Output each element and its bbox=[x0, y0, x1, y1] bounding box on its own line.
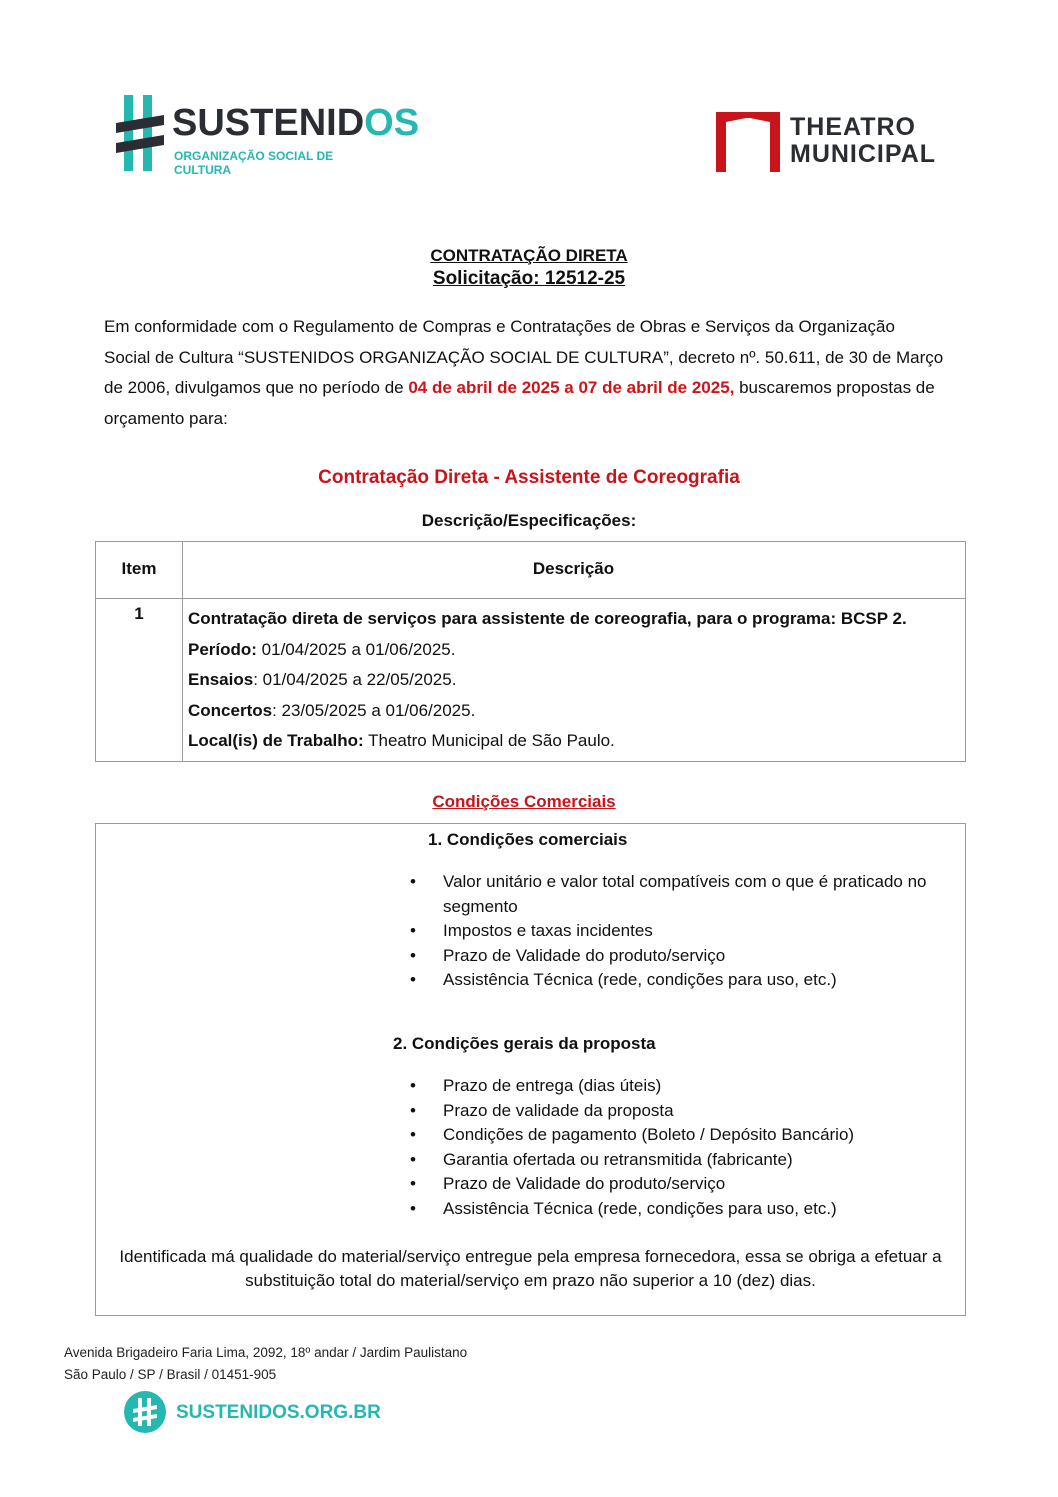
theatro-wordmark: THEATRO MUNICIPAL bbox=[790, 113, 937, 168]
list-item: • Prazo de Validade do produto/serviço bbox=[410, 1172, 950, 1197]
list-item: • Prazo de validade da proposta bbox=[410, 1099, 950, 1124]
conditions-closing-note: Identificada má qualidade do material/serviço entregue pela empresa fornecedora, essa se obriga a efetuar a substituição total do material/serviço em prazo não superior a 10 (dez) dias. bbox=[119, 1247, 942, 1290]
list-item: • Garantia ofertada ou retransmitida (fabricante) bbox=[410, 1148, 950, 1173]
list-item: • Prazo de Validade do produto/serviço bbox=[410, 944, 950, 969]
table-cell-description bbox=[188, 604, 959, 757]
intro-paragraph: Em conformidade com o Regulamento de Compras e Contratações de Obras e Serviços da Organização Social de Cultura “SUSTENIDOS ORGANIZAÇÃO SOCIAL DE CULTURA”, decreto nº. 50.611, de 30 de Março de 2006, divulgamos que no período de 04 de abril de 2025 a 07 de abril de 2025, buscaremos propostas de orçamento para: bbox=[104, 317, 944, 428]
address-line-2: São Paulo / SP / Brasil / 01451-905 bbox=[64, 1367, 277, 1382]
list-item: • Prazo de entrega (dias úteis) bbox=[410, 1074, 950, 1099]
section-title: Contratação Direta - Assistente de Coreografia bbox=[318, 467, 740, 488]
conditions-title: Condições Comerciais bbox=[432, 792, 616, 811]
row-ensaios: Ensaios: 01/04/2025 a 22/05/2025. bbox=[188, 670, 457, 689]
list-item: • Assistência Técnica (rede, condições para uso, etc.) bbox=[410, 968, 950, 993]
table-header-description: Descrição bbox=[532, 559, 615, 578]
list-item: • Assistência Técnica (rede, condições para uso, etc.) bbox=[410, 1197, 950, 1222]
conditions-box bbox=[95, 823, 966, 1316]
hash-circle-icon bbox=[124, 1391, 166, 1433]
sustenidos-wordmark: SUSTENIDOS bbox=[172, 102, 420, 144]
request-number: Solicitação: 12512-25 bbox=[432, 268, 626, 289]
row-main: Contratação direta de serviços para assistente de coreografia, para o programa: BCSP 2. bbox=[188, 609, 907, 628]
conditions-section1-title: 1. Condições comerciais bbox=[428, 830, 628, 849]
website-link[interactable]: SUSTENIDOS.ORG.BR bbox=[176, 1402, 381, 1423]
list-item: • Impostos e taxas incidentes bbox=[410, 919, 950, 944]
theatro-municipal-logo bbox=[716, 108, 956, 178]
spec-title: Descrição/Especificações: bbox=[421, 511, 637, 530]
hash-icon bbox=[116, 95, 164, 171]
document-title: CONTRATAÇÃO DIRETA bbox=[430, 246, 628, 265]
theatro-arch-icon bbox=[716, 108, 780, 172]
conditions-section1-list bbox=[410, 870, 950, 993]
sustenidos-logo bbox=[116, 95, 420, 177]
row-local: Local(is) de Trabalho: Theatro Municipal de São Paulo. bbox=[188, 731, 615, 750]
footer-address bbox=[64, 1342, 467, 1386]
list-item: • Valor unitário e valor total compatíveis com o que é praticado no segmento bbox=[410, 870, 950, 919]
row-periodo: Período: 01/04/2025 a 01/06/2025. bbox=[188, 639, 456, 659]
list-item: • Condições de pagamento (Boleto / Depósito Bancário) bbox=[410, 1123, 950, 1148]
conditions-section2-title: 2. Condições gerais da proposta bbox=[393, 1034, 656, 1053]
description-table bbox=[95, 541, 966, 762]
footer-website-logo[interactable] bbox=[124, 1391, 384, 1435]
table-header-item: Item bbox=[121, 559, 157, 578]
table-cell-item: 1 bbox=[134, 604, 144, 623]
row-concertos: Concertos: 23/05/2025 a 01/06/2025. bbox=[188, 700, 476, 720]
address-line-1: Avenida Brigadeiro Faria Lima, 2092, 18º andar / Jardim Paulistano bbox=[64, 1345, 468, 1360]
conditions-section2-list bbox=[410, 1074, 950, 1221]
sustenidos-subtitle: ORGANIZAÇÃO SOCIAL DE CULTURA bbox=[174, 149, 334, 177]
intro-period: 04 de abril de 2025 a 07 de abril de 2025, bbox=[408, 378, 735, 397]
